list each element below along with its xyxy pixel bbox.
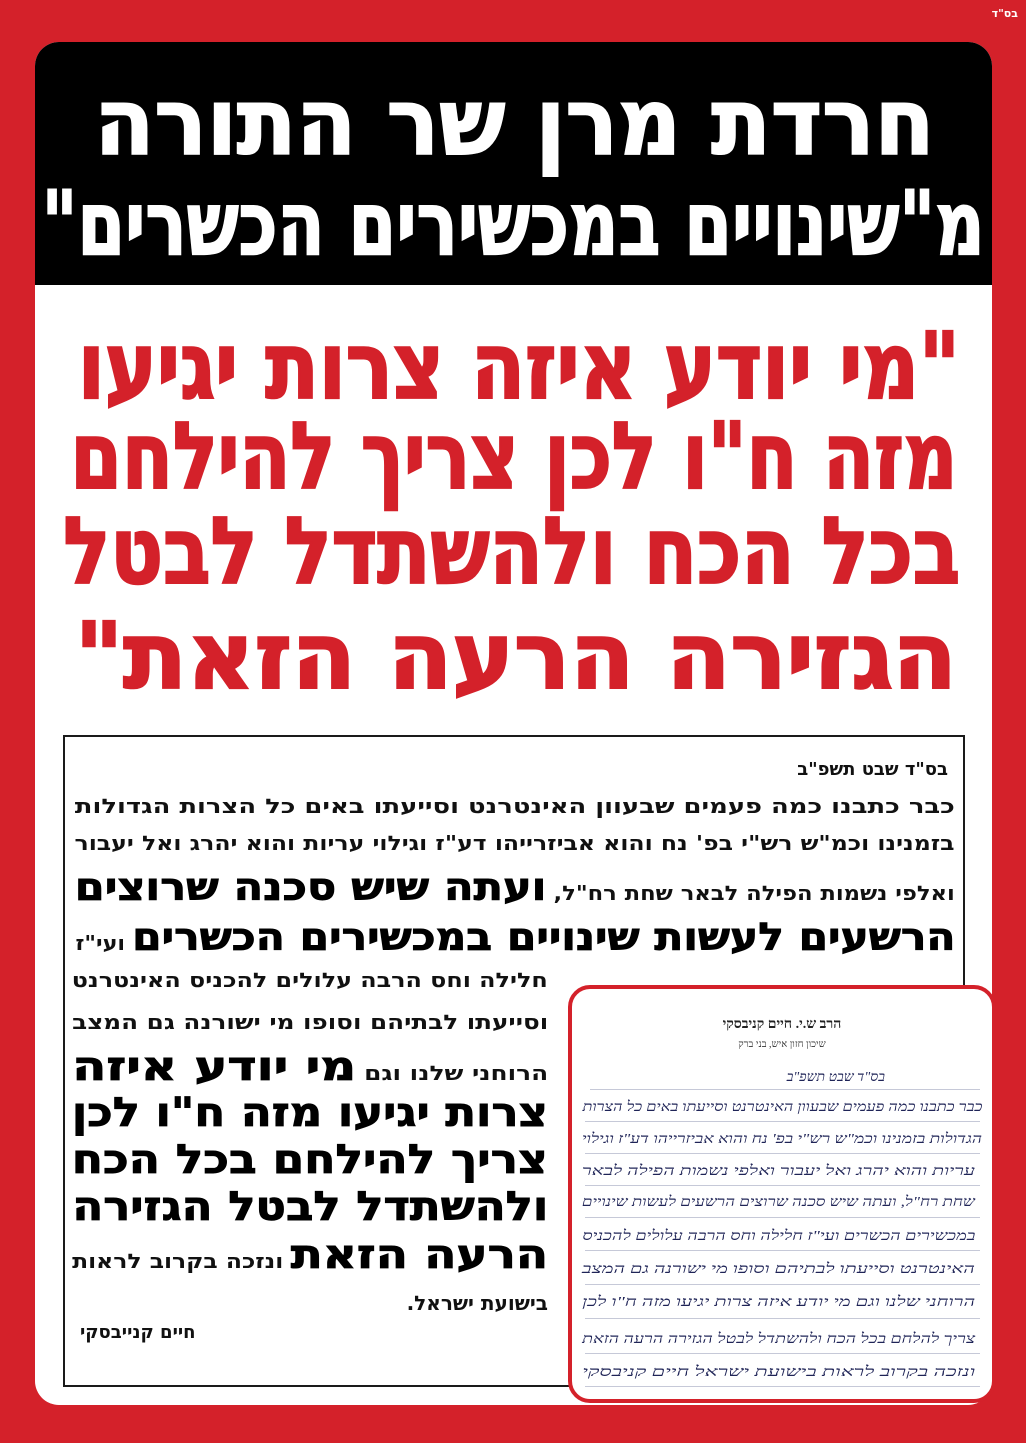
letter-line-7-part-1: הרוחני שלנו וגם <box>363 1061 548 1085</box>
letter-line-5: חלילה וחס הרבה עלולים להכניס האינטרנט <box>72 968 548 992</box>
handwritten-line-5: שחת רח"ל, ועתה שיש סכנה שרוצים הרשעים לעשות שינויים <box>582 1195 975 1210</box>
letter-row-7 <box>72 1044 548 1090</box>
header-title-row-2 <box>42 172 985 275</box>
handwritten-row-9 <box>582 1329 975 1351</box>
handwritten-row-7 <box>582 1259 975 1281</box>
handwritten-row-1 <box>700 1067 885 1089</box>
letter-row-3 <box>75 862 955 912</box>
ruled-line <box>585 1153 980 1154</box>
quote-row-4 <box>75 603 957 710</box>
letterhead-name: הרב ש.י. חיים קניבסקי <box>722 1017 842 1032</box>
letter-line-10: ולהשתדל לבטל הגזירה <box>72 1184 548 1230</box>
quote-row-1 <box>78 313 960 420</box>
letter-row-11 <box>72 1232 548 1278</box>
handwritten-line-2: כבר כתבנו כמה פעמים שבעוון האינטרנט וסייעתו באים כל הצרות <box>582 1100 982 1115</box>
letter-line-8: צרות יגיעו מזה ח"ו לכן <box>71 1090 548 1136</box>
handwritten-line-9: צריך להלחם בכל הכח ולהשתדל לבטל הגזירה הרעה הזאת <box>582 1332 975 1347</box>
header-title-line-2: מ"שינויים במכשירים הכשרים" <box>42 172 985 275</box>
letter-row-9 <box>72 1137 548 1183</box>
handwritten-row-6 <box>582 1226 975 1248</box>
letter-line-3 <box>75 862 955 918</box>
letter-row-2 <box>75 828 955 858</box>
quote-line-1: "מי יודע איזה צרות יגיעו <box>78 313 960 420</box>
letter-line-4 <box>75 912 955 968</box>
quote-line-4: הגזירה הרעה הזאת" <box>75 603 957 710</box>
ruled-line <box>585 1121 980 1122</box>
letter-line-4-emphasis: הרשעים לעשות שינויים במכשירים הכשרים <box>131 915 956 959</box>
quote-row-3 <box>63 498 960 605</box>
handwritten-line-3: הגדולות בזמנינו וכמ"ש רש"י בפ' נח והוא אביזרייהו דע"ז וגילוי <box>582 1132 982 1147</box>
letter-line-11-part-2: ונזכה בקרוב לראות <box>72 1249 284 1273</box>
handwritten-row-5 <box>582 1192 975 1214</box>
letter-line-4-part-2: ועי"ז <box>75 931 125 955</box>
handwritten-line-7: האינטרנט וסייעתו לבתיהם וסופו מי ישורנה גם המצב <box>582 1262 975 1277</box>
handwritten-line-6: במכשירים הכשרים ועי"ז חלילה וחס הרבה עלולים להכניס <box>582 1229 975 1244</box>
handwritten-row-2 <box>582 1097 982 1119</box>
ruled-line <box>590 1089 980 1090</box>
letter-line-9: צריך להילחם בכל הכח <box>72 1137 548 1183</box>
letter-row-4 <box>75 912 955 962</box>
letter-signature: חיים קנייבסקי <box>80 1322 196 1343</box>
letter-row-1 <box>75 791 955 821</box>
handwritten-line-8: הרוחני שלנו וגם מי יודע איזה צרות יגיעו מזה ח"ו לכן <box>582 1295 975 1310</box>
letter-line-1: כבר כתבנו כמה פעמים שבעוון האינטרנט וסייעתו באים כל הצרות הגדולות <box>75 794 955 818</box>
ruled-line <box>585 1386 980 1387</box>
letter-row-12 <box>300 1288 548 1318</box>
quote-line-3: בכל הכח ולהשתדל לבטל <box>63 498 960 605</box>
ruled-line <box>585 1185 980 1186</box>
letter-date: בס"ד שבט תשפ"ב <box>797 759 948 780</box>
letterhead-address: שיכון חזון איש, בני ברק <box>738 1039 826 1050</box>
letter-line-6: וסייעתו לבתיהם וסופו מי ישורנה גם המצב <box>72 1010 548 1034</box>
ruled-line <box>585 1318 980 1319</box>
letter-line-11 <box>72 1232 548 1284</box>
ruled-line <box>585 1217 980 1218</box>
letter-row-6 <box>72 1007 548 1037</box>
handwritten-row-10 <box>582 1362 975 1384</box>
page-mark-text: בס"ד <box>991 7 1018 20</box>
header-title-row-1 <box>95 69 935 176</box>
ruled-line <box>585 1284 980 1285</box>
letter-line-2: בזמנינו וכמ"ש רש"י בפ' נח והוא אביזרייהו דע"ז וגילוי עריות והוא יהרג ואל יעבור <box>75 831 955 855</box>
handwritten-line-1: בס"ד שבט תשפ"ב <box>786 1070 885 1085</box>
handwritten-row-8 <box>582 1292 975 1314</box>
ruled-line <box>585 1250 980 1251</box>
handwritten-line-4: עריות והוא יהרג ואל יעבור ואלפי נשמות הפילה לבאר <box>582 1164 975 1179</box>
ruled-line <box>585 1353 980 1354</box>
handwritten-line-10: ונזכה בקרוב לראות בישועת ישראל חיים קניבסקי <box>582 1365 975 1380</box>
letter-row-5 <box>72 965 548 995</box>
letter-line-12: בישועת ישראל. <box>406 1291 548 1315</box>
letter-line-7-emphasis: מי יודע איזה <box>72 1044 357 1090</box>
letter-row-10 <box>72 1184 548 1230</box>
quote-row-2 <box>70 403 957 510</box>
letter-line-3-part-1: ואלפי נשמות הפילה לבאר שחת רח"ל, <box>553 881 955 905</box>
quote-line-2: מזה ח"ו לכן צריך להילחם <box>70 403 957 510</box>
letter-line-7 <box>72 1044 548 1096</box>
handwritten-row-3 <box>582 1129 982 1151</box>
letter-line-3-emphasis: ועתה שיש סכנה שרוצים <box>75 865 547 909</box>
header-title-line-1: חרדת מרן שר התורה <box>95 69 935 176</box>
handwritten-row-4 <box>582 1161 975 1183</box>
letter-line-11-emphasis: הרעה הזאת <box>290 1232 548 1278</box>
letter-row-8 <box>72 1090 548 1136</box>
